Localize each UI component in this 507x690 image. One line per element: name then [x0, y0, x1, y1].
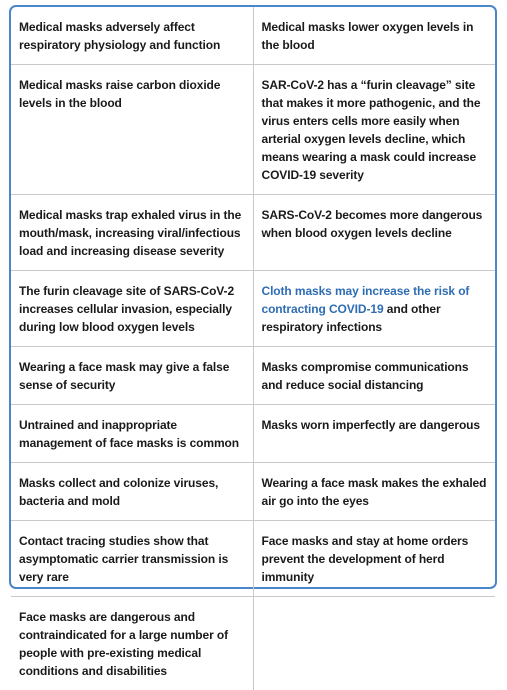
table-row	[11, 405, 495, 463]
table-cell: Wearing a face mask may give a false sense of security	[11, 347, 253, 405]
table-cell: Medical masks lower oxygen levels in the blood	[253, 7, 495, 65]
table-cell: SAR-CoV-2 has a “furin cleavage” site that makes it more pathogenic, and the virus enters cells more easily when arterial oxygen levels decline, which means wearing a mask could increase COVID-19 severity	[253, 65, 495, 195]
table-row	[11, 195, 495, 271]
table-cell	[253, 271, 495, 347]
table-cell: Face masks and stay at home orders prevent the development of herd immunity	[253, 521, 495, 597]
claims-table	[11, 7, 495, 690]
table-cell: Medical masks adversely affect respiratory physiology and function	[11, 7, 253, 65]
table-row	[11, 347, 495, 405]
table-cell	[253, 597, 495, 690]
table-cell: Face masks are dangerous and contraindicated for a large number of people with pre-existing medical conditions and disabilities	[11, 597, 253, 690]
table-cell: Untrained and inappropriate management of face masks is common	[11, 405, 253, 463]
table-cell: Masks collect and colonize viruses, bacteria and mold	[11, 463, 253, 521]
table-cell-text: and other respiratory infections	[262, 302, 441, 334]
table-cell: SARS-CoV-2 becomes more dangerous when blood oxygen levels decline	[253, 195, 495, 271]
table-row	[11, 7, 495, 65]
table-row	[11, 597, 495, 690]
claims-table-frame	[9, 5, 497, 589]
table-row	[11, 271, 495, 347]
table-cell: Wearing a face mask makes the exhaled air go into the eyes	[253, 463, 495, 521]
table-cell: Masks compromise communications and reduce social distancing	[253, 347, 495, 405]
table-cell: Medical masks trap exhaled virus in the mouth/mask, increasing viral/infectious load and increasing disease severity	[11, 195, 253, 271]
table-cell: Contact tracing studies show that asymptomatic carrier transmission is very rare	[11, 521, 253, 597]
cloth-masks-link[interactable]: Cloth masks may increase the risk of contracting COVID-19	[262, 284, 470, 316]
table-cell: Masks worn imperfectly are dangerous	[253, 405, 495, 463]
table-cell: Medical masks raise carbon dioxide levels in the blood	[11, 65, 253, 195]
table-row	[11, 65, 495, 195]
table-row	[11, 463, 495, 521]
table-row	[11, 521, 495, 597]
table-cell: The furin cleavage site of SARS-CoV-2 increases cellular invasion, especially during low blood oxygen levels	[11, 271, 253, 347]
